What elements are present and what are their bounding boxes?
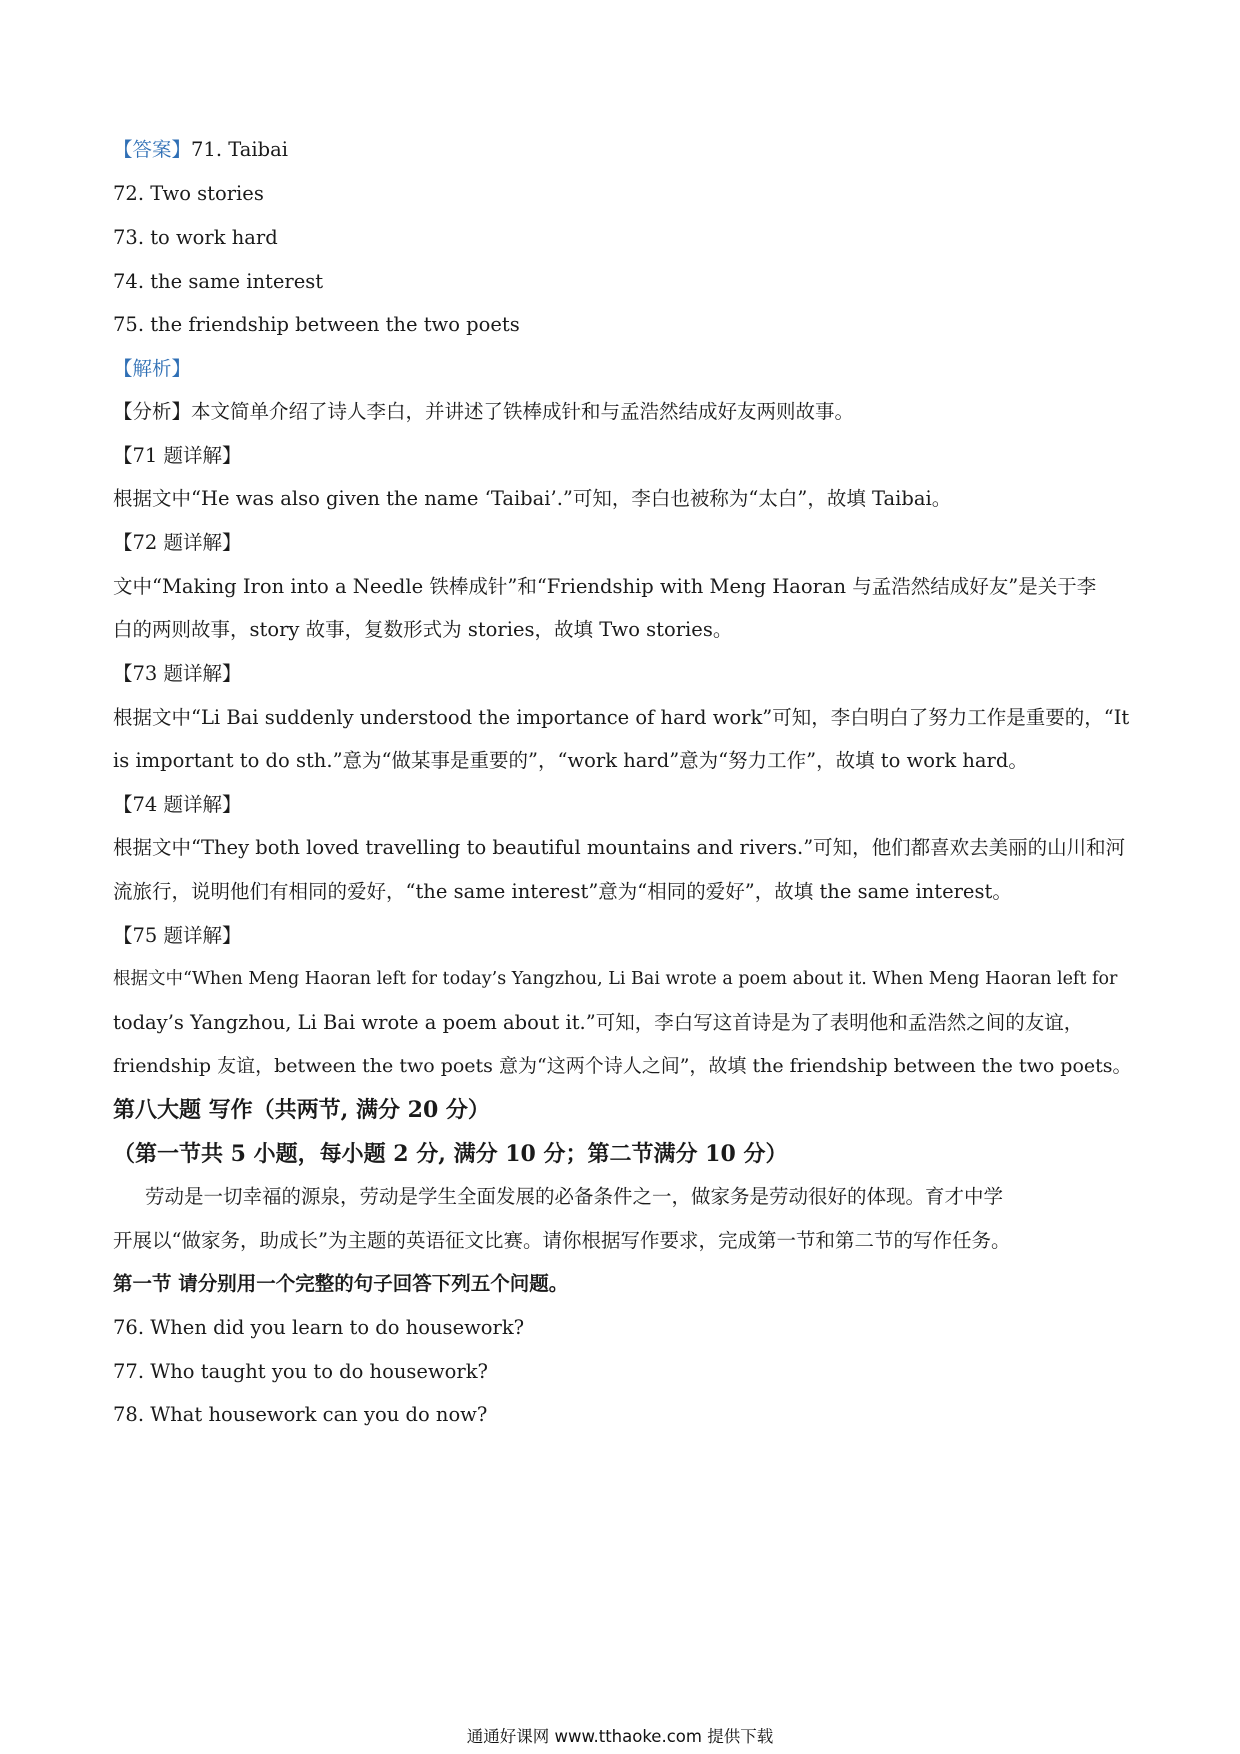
question-item: 77. Who taught you to do housework? <box>113 1360 488 1383</box>
answer-item: 71. Taibai <box>191 138 288 161</box>
detail-heading-71: 【71 题详解】 <box>113 444 242 467</box>
detail-text: today’s Yangzhou, Li Bai wrote a poem about it.”可知，李白写这首诗是为了表明他和孟浩然之间的友谊， <box>113 1011 1084 1034</box>
detail-text: 根据文中“They both loved travelling to beautiful mountains and rivers.”可知，他们都喜欢去美丽的山川和河 <box>113 836 1126 859</box>
analysis-tag: 【解析】 <box>113 357 192 380</box>
detail-heading-75: 【75 题详解】 <box>113 924 242 947</box>
answer-tag: 【答案】 <box>113 138 192 161</box>
detail-text: friendship 友谊，between the two poets 意为“这两个诗人之间”，故填 the friendship between the two poets。 <box>113 1055 1132 1077</box>
detail-heading-73: 【73 题详解】 <box>113 662 242 685</box>
answer-item: 72. Two stories <box>113 182 264 205</box>
detail-heading-74: 【74 题详解】 <box>113 793 242 816</box>
answer-item: 74. the same interest <box>113 270 324 293</box>
detail-text: 根据文中“Li Bai suddenly understood the importance of hard work”可知，李白明白了努力工作是重要的，“It <box>113 706 1130 729</box>
writing-intro-line: 劳动是一切幸福的源泉，劳动是学生全面发展的必备条件之一，做家务是劳动很好的体现。育才中学 <box>145 1185 1004 1208</box>
section1-instruction: 第一节 请分别用一个完整的句子回答下列五个问题。 <box>113 1272 569 1295</box>
detail-text: is important to do sth.”意为“做某事是重要的”，“work hard”意为“努力工作”，故填 to work hard。 <box>113 749 1028 772</box>
analysis-summary: 【分析】本文简单介绍了诗人李白，并讲述了铁棒成针和与孟浩然结成好友两则故事。 <box>113 400 855 423</box>
answer-item: 75. the friendship between the two poets <box>113 313 520 336</box>
detail-text: 根据文中“He was also given the name ‘Taibai’.”可知，李白也被称为“太白”，故填 Taibai。 <box>113 487 952 510</box>
writing-title: 第八大题 写作（共两节, 满分 20 分） <box>113 1097 490 1123</box>
footer-watermark: 通通好课网 www.tthaoke.com 提供下载 <box>466 1727 774 1746</box>
detail-text: 白的两则故事，story 故事，复数形式为 stories，故填 Two stories。 <box>113 618 733 641</box>
question-item: 76. When did you learn to do housework? <box>113 1316 525 1339</box>
writing-intro-line: 开展以“做家务，助成长”为主题的英语征文比赛。请你根据写作要求，完成第一节和第二节的写作任务。 <box>113 1229 1011 1252</box>
detail-text: 根据文中“When Meng Haoran left for today’s Yangzhou, Li Bai wrote a poem about it. When Meng Haoran left for <box>113 969 1118 989</box>
detail-text: 流旅行，说明他们有相同的爱好，“the same interest”意为“相同的爱好”，故填 the same interest。 <box>113 880 1012 903</box>
detail-text: 文中“Making Iron into a Needle 铁棒成针”和“Friendship with Meng Haoran 与孟浩然结成好友”是关于李 <box>113 575 1097 598</box>
question-item: 78. What housework can you do now? <box>113 1403 488 1426</box>
answer-line-71 <box>113 138 1133 162</box>
writing-subtitle: （第一节共 5 小题，每小题 2 分, 满分 10 分；第二节满分 10 分） <box>113 1141 788 1167</box>
answer-item: 73. to work hard <box>113 226 278 249</box>
detail-heading-72: 【72 题详解】 <box>113 531 242 554</box>
